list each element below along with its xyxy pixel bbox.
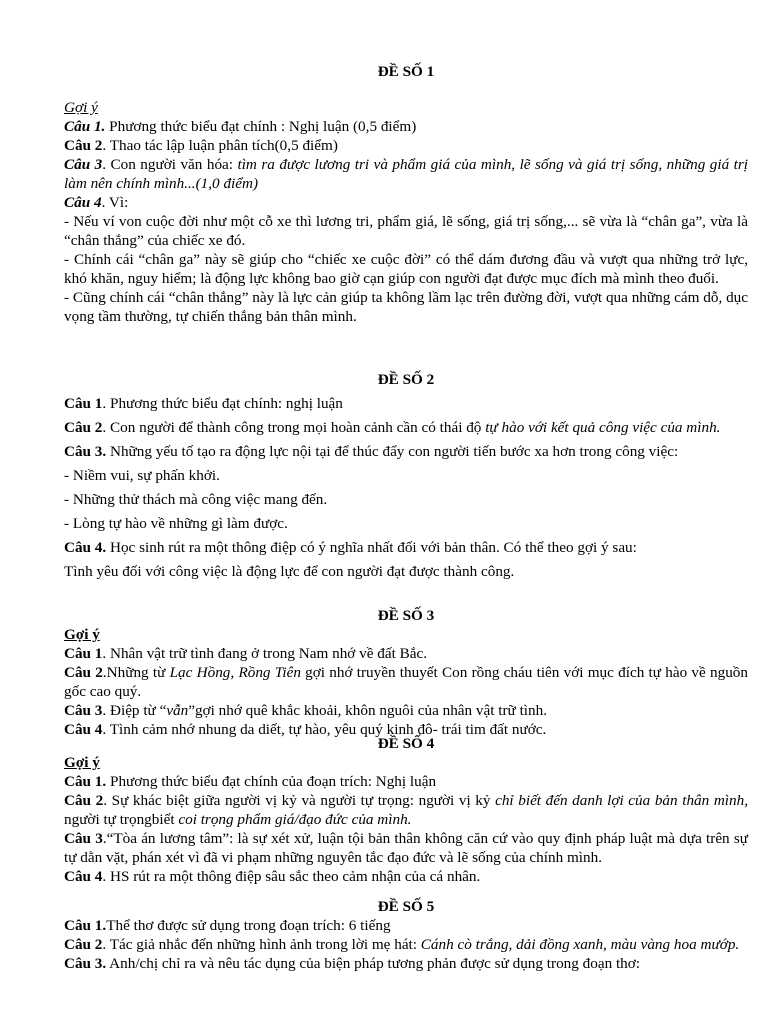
list-item: - Lòng tự hào về những gì làm được. xyxy=(64,515,288,532)
answer-text: . HS rút ra một thông điệp sâu sắc theo cảm nhận của cá nhân. xyxy=(102,868,481,885)
answer-text: . Phương thức biểu đạt chính: nghị luận xyxy=(102,395,343,412)
answer-text: . Sự khác biệt giữa người vị kỷ và người tự trọng: người vị kỷ xyxy=(103,792,496,809)
section-title: ĐỀ SỐ 4 xyxy=(377,735,435,752)
section-title: ĐỀ SỐ 2 xyxy=(377,371,435,388)
answer-4 xyxy=(64,867,748,886)
question-label: Câu 2 xyxy=(64,137,103,154)
section-de-5 xyxy=(64,897,748,973)
question-label: Câu 2 xyxy=(64,936,103,953)
question-label: Câu 1. xyxy=(64,917,107,934)
list-item: - Niềm vui, sự phấn khởi. xyxy=(64,467,220,484)
question-label: Câu 1 xyxy=(64,645,103,662)
answer-1 xyxy=(64,394,748,413)
bullet-paragraph: - Cũng chính cái “chân thắng” này là lực cản giúp ta không lầm lạc trên đường đời, vượt qua những cám dỗ, dục vọng tầm thường, tự chiến thắng bản thân mình. xyxy=(64,289,748,325)
answer-text-italic: tự hào với kết quả công việc của mình. xyxy=(485,419,721,436)
question-label: Câu 3. xyxy=(64,955,107,972)
answer-3 xyxy=(64,155,748,193)
answer-2 xyxy=(64,935,748,954)
question-label: Câu 1. xyxy=(64,118,106,135)
answer-4 xyxy=(64,193,748,212)
question-label: Câu 2 xyxy=(64,664,103,681)
section-title: ĐỀ SỐ 5 xyxy=(377,898,435,915)
list-item: - Những thử thách mà công việc mang đến. xyxy=(64,491,328,508)
answer-3 xyxy=(64,701,748,720)
answer-text-italic: Lạc Hồng, Rồng Tiên xyxy=(169,664,301,681)
answer-text: .Những từ xyxy=(102,664,170,681)
section-de-3 xyxy=(64,606,748,739)
section-title: ĐỀ SỐ 3 xyxy=(377,607,435,624)
question-label: Câu 3 xyxy=(64,702,103,719)
answer-2 xyxy=(64,136,748,155)
answer-text: . Vì: xyxy=(101,194,129,211)
question-label: Câu 2 xyxy=(64,419,103,436)
answer-text-italic: coi trọng phẩm giá/đạo đức của mình. xyxy=(178,811,412,828)
question-label: Câu 3. xyxy=(64,443,107,460)
hint-label: Gợi ý xyxy=(64,626,100,643)
answer-text: . Con người để thành công trong mọi hoàn cảnh cần có thái độ xyxy=(102,419,486,436)
answer-2 xyxy=(64,791,748,829)
answer-text: người tự trọngbiết xyxy=(64,811,179,828)
answer-text: ”gợi nhớ quê khắc khoải, khôn nguôi của nhân vật trữ tình. xyxy=(188,702,548,719)
answer-1 xyxy=(64,117,748,136)
answer-text: . Điệp từ “ xyxy=(102,702,167,719)
answer-1 xyxy=(64,916,748,935)
question-label: Câu 3 xyxy=(64,156,103,173)
answer-text: Những yếu tố tạo ra động lực nội tại để thúc đẩy con người tiến bước xa hơn trong công việc: xyxy=(106,443,679,460)
answer-text: . Nhân vật trữ tình đang ở trong Nam nhớ về đất Bắc. xyxy=(102,645,428,662)
question-label: Câu 1 xyxy=(64,395,103,412)
section-de-2 xyxy=(64,370,748,581)
question-label: Câu 3 xyxy=(64,830,103,847)
answer-text-italic: chỉ biết đến danh lợi của bản thân mình, xyxy=(495,792,749,809)
answer-text-italic: Cánh cò trắng, dải đồng xanh, màu vàng hoa mướp. xyxy=(420,936,740,953)
answer-text: . Thao tác lập luận phân tích(0,5 điểm) xyxy=(102,137,338,154)
question-label: Câu 4 xyxy=(64,721,103,738)
answer-text: . Tình cảm nhớ nhung da diết, tự hào, yêu quý kinh đô- trái tim đất nước. xyxy=(102,721,547,738)
answer-3 xyxy=(64,829,748,867)
section-title: ĐỀ SỐ 1 xyxy=(377,63,435,80)
question-label: Câu 4. xyxy=(64,539,107,556)
answer-1 xyxy=(64,644,748,663)
answer-text: . Tác giả nhắc đến những hình ảnh trong lời mẹ hát: xyxy=(102,936,421,953)
answer-2 xyxy=(64,663,748,701)
question-label: Câu 4 xyxy=(64,194,102,211)
section-de-4 xyxy=(64,734,748,886)
bullet-paragraph: - Chính cái “chân ga” này sẽ giúp cho “chiếc xe cuộc đời” có thể dám đương đầu và vượt qua những trở lực, khó khăn, nguy hiểm; là động lực không bao giờ cạn giúp con người đạt được mục đích mà mình theo đuổi. xyxy=(64,251,748,287)
answer-text: Phương thức biểu đạt chính : Nghị luận (0,5 điểm) xyxy=(105,118,417,135)
answer-3 xyxy=(64,954,748,973)
answer-text: Thể thơ được sử dụng trong đoạn trích: 6 tiếng xyxy=(106,917,391,934)
answer-text: gợi nhớ truyền thuyết Con rồng cháu tiên với mục đích tự hào về nguồn gốc cao quý. xyxy=(64,664,748,700)
answer-3 xyxy=(64,442,748,461)
answer-4 xyxy=(64,538,748,557)
hint-label: Gợi ý xyxy=(64,754,100,771)
question-label: Câu 1. xyxy=(64,773,107,790)
question-label: Câu 2 xyxy=(64,792,104,809)
answer-text: Phương thức biểu đạt chính của đoạn trích: Nghị luận xyxy=(106,773,437,790)
answer-text-italic: tìm ra được lương tri và phẩm giá của mình, lẽ sống và giá trị sống, những giá trị làm nên chính mình...(1,0 điểm) xyxy=(64,156,748,192)
answer-1 xyxy=(64,772,748,791)
bullet-paragraph: - Nếu ví von cuộc đời như một cỗ xe thì lương tri, phẩm giá, lẽ sống, giá trị sống,... sẽ vừa là “chân ga”, vừa là “chân thắng” của chiếc xe đó. xyxy=(64,213,748,249)
answer-text: Anh/chị chỉ ra và nêu tác dụng của biện pháp tương phản được sử dụng trong đoạn thơ: xyxy=(106,955,641,972)
question-label: Câu 4 xyxy=(64,868,103,885)
answer-2 xyxy=(64,418,748,437)
answer-text: Học sinh rút ra một thông điệp có ý nghĩa nhất đối với bản thân. Có thể theo gợi ý sau: xyxy=(106,539,637,556)
answer-text: .“Tòa án lương tâm”: là sự xét xử, luận tội bản thân không căn cứ vào quy định pháp luật mà dựa trên sự tự dằn vặt, phán xét vì đã vi phạm những nguyên tắc đạo đức và lẽ sống của chính mình. xyxy=(64,830,749,866)
answer-text: . Con người văn hóa: xyxy=(102,156,238,173)
answer-extra: Tình yêu đối với công việc là động lực để con người đạt được thành công. xyxy=(64,563,515,580)
hint-label: Gợi ý xyxy=(64,99,98,116)
answer-text-italic: vẫn xyxy=(166,702,189,719)
section-de-1 xyxy=(64,62,748,326)
